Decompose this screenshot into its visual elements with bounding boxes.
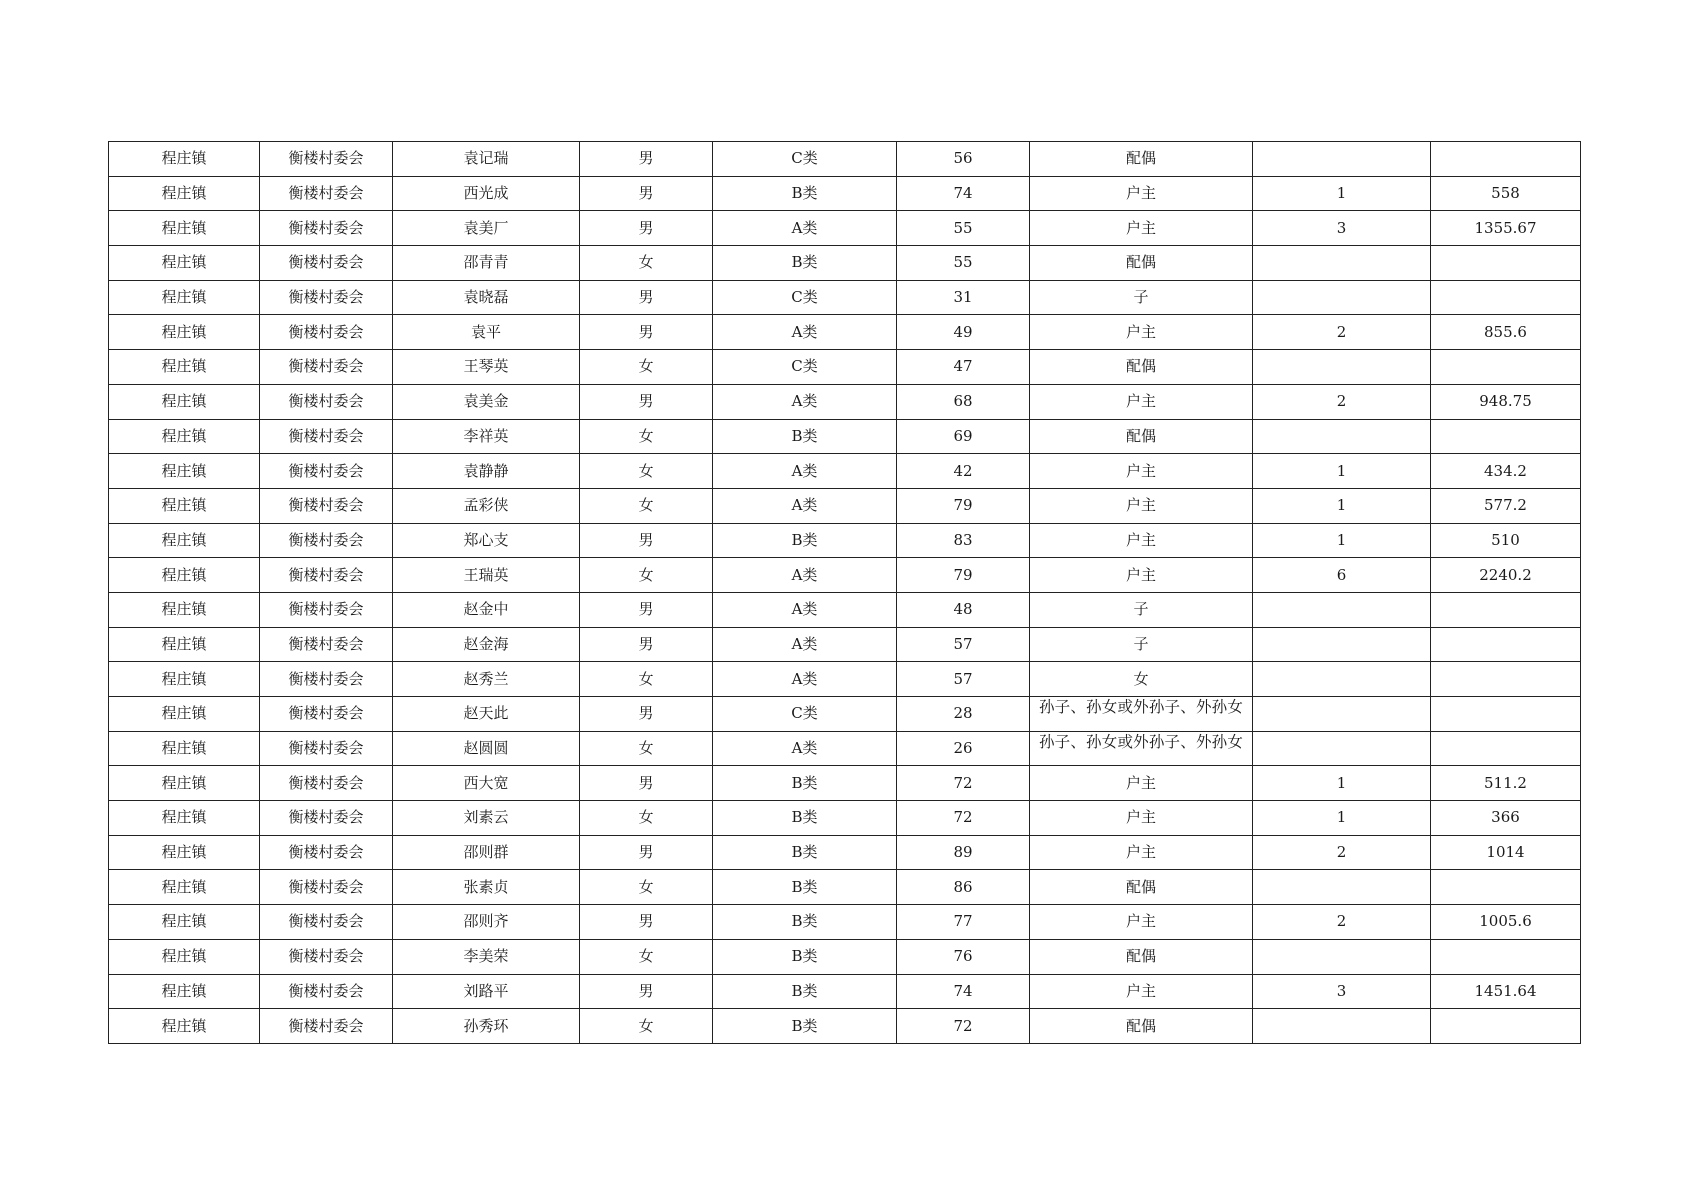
town-cell: 程庄镇 (109, 766, 260, 801)
amount-cell: 511.2 (1431, 766, 1581, 801)
age-cell: 47 (897, 350, 1030, 385)
table-row (109, 142, 1581, 177)
relation-cell: 配偶 (1030, 1009, 1253, 1044)
table-row (109, 488, 1581, 523)
table-row (109, 870, 1581, 905)
household-size-cell: 1 (1253, 488, 1431, 523)
relation-cell: 配偶 (1030, 142, 1253, 177)
category-cell: A类 (713, 315, 897, 350)
table-row (109, 384, 1581, 419)
gender-cell: 男 (580, 766, 713, 801)
category-cell: A类 (713, 384, 897, 419)
relation-cell: 配偶 (1030, 246, 1253, 281)
table-row (109, 697, 1581, 732)
name-cell: 袁美金 (393, 384, 580, 419)
table-row (109, 211, 1581, 246)
category-cell: B类 (713, 246, 897, 281)
amount-cell (1431, 662, 1581, 697)
age-cell: 26 (897, 731, 1030, 766)
amount-cell: 434.2 (1431, 454, 1581, 489)
gender-cell: 女 (580, 939, 713, 974)
relation-cell: 户主 (1030, 454, 1253, 489)
amount-cell (1431, 419, 1581, 454)
age-cell: 56 (897, 142, 1030, 177)
household-size-cell (1253, 592, 1431, 627)
household-size-cell (1253, 870, 1431, 905)
household-size-cell: 1 (1253, 454, 1431, 489)
household-size-cell (1253, 627, 1431, 662)
category-cell: C类 (713, 280, 897, 315)
gender-cell: 女 (580, 558, 713, 593)
table-row (109, 419, 1581, 454)
amount-cell (1431, 731, 1581, 766)
age-cell: 31 (897, 280, 1030, 315)
category-cell: A类 (713, 662, 897, 697)
household-size-cell (1253, 280, 1431, 315)
amount-cell: 366 (1431, 801, 1581, 836)
table-row (109, 835, 1581, 870)
table-row (109, 454, 1581, 489)
name-cell: 孙秀环 (393, 1009, 580, 1044)
gender-cell: 女 (580, 419, 713, 454)
town-cell: 程庄镇 (109, 523, 260, 558)
relation-cell: 户主 (1030, 974, 1253, 1009)
town-cell: 程庄镇 (109, 142, 260, 177)
town-cell: 程庄镇 (109, 246, 260, 281)
household-size-cell: 3 (1253, 974, 1431, 1009)
village-cell: 衡楼村委会 (260, 558, 393, 593)
category-cell: B类 (713, 939, 897, 974)
name-cell: 张素贞 (393, 870, 580, 905)
household-size-cell (1253, 662, 1431, 697)
town-cell: 程庄镇 (109, 454, 260, 489)
town-cell: 程庄镇 (109, 350, 260, 385)
age-cell: 55 (897, 211, 1030, 246)
village-cell: 衡楼村委会 (260, 627, 393, 662)
name-cell: 邵则群 (393, 835, 580, 870)
relation-text: 孙子、孙女或外孙子、外孙女 (1038, 698, 1244, 716)
category-cell: A类 (713, 488, 897, 523)
table-row (109, 662, 1581, 697)
gender-cell: 女 (580, 246, 713, 281)
category-cell: B类 (713, 870, 897, 905)
gender-cell: 男 (580, 176, 713, 211)
category-cell: A类 (713, 627, 897, 662)
town-cell: 程庄镇 (109, 211, 260, 246)
table-row (109, 523, 1581, 558)
household-size-cell: 1 (1253, 176, 1431, 211)
relation-cell: 户主 (1030, 211, 1253, 246)
table-row (109, 801, 1581, 836)
gender-cell: 男 (580, 384, 713, 419)
village-cell: 衡楼村委会 (260, 384, 393, 419)
category-cell: C类 (713, 142, 897, 177)
table-row (109, 731, 1581, 766)
category-cell: B类 (713, 419, 897, 454)
age-cell: 89 (897, 835, 1030, 870)
name-cell: 赵秀兰 (393, 662, 580, 697)
household-size-cell: 1 (1253, 801, 1431, 836)
relation-cell: 户主 (1030, 905, 1253, 940)
relation-cell: 配偶 (1030, 870, 1253, 905)
household-size-cell (1253, 731, 1431, 766)
village-cell: 衡楼村委会 (260, 592, 393, 627)
name-cell: 刘路平 (393, 974, 580, 1009)
age-cell: 49 (897, 315, 1030, 350)
village-cell: 衡楼村委会 (260, 176, 393, 211)
town-cell: 程庄镇 (109, 697, 260, 732)
table-row (109, 905, 1581, 940)
table-row (109, 246, 1581, 281)
name-cell: 赵金海 (393, 627, 580, 662)
table-row (109, 350, 1581, 385)
village-cell: 衡楼村委会 (260, 315, 393, 350)
name-cell: 赵金中 (393, 592, 580, 627)
amount-cell: 558 (1431, 176, 1581, 211)
table-row (109, 1009, 1581, 1044)
household-size-cell (1253, 419, 1431, 454)
category-cell: C类 (713, 697, 897, 732)
village-cell: 衡楼村委会 (260, 419, 393, 454)
amount-cell (1431, 1009, 1581, 1044)
category-cell: A类 (713, 592, 897, 627)
town-cell: 程庄镇 (109, 488, 260, 523)
household-size-cell (1253, 142, 1431, 177)
town-cell: 程庄镇 (109, 731, 260, 766)
town-cell: 程庄镇 (109, 384, 260, 419)
relation-cell (1030, 731, 1253, 766)
age-cell: 79 (897, 558, 1030, 593)
table-row (109, 280, 1581, 315)
age-cell: 28 (897, 697, 1030, 732)
category-cell: B类 (713, 1009, 897, 1044)
village-cell: 衡楼村委会 (260, 1009, 393, 1044)
amount-cell: 510 (1431, 523, 1581, 558)
village-cell: 衡楼村委会 (260, 280, 393, 315)
village-cell: 衡楼村委会 (260, 974, 393, 1009)
category-cell: B类 (713, 974, 897, 1009)
gender-cell: 女 (580, 801, 713, 836)
relation-cell: 户主 (1030, 315, 1253, 350)
gender-cell: 男 (580, 627, 713, 662)
category-cell: A类 (713, 211, 897, 246)
name-cell: 王琴英 (393, 350, 580, 385)
relation-cell: 配偶 (1030, 350, 1253, 385)
gender-cell: 女 (580, 731, 713, 766)
age-cell: 83 (897, 523, 1030, 558)
category-cell: C类 (713, 350, 897, 385)
category-cell: B类 (713, 176, 897, 211)
table-row (109, 176, 1581, 211)
category-cell: A类 (713, 454, 897, 489)
name-cell: 邵青青 (393, 246, 580, 281)
relation-cell: 女 (1030, 662, 1253, 697)
gender-cell: 男 (580, 974, 713, 1009)
name-cell: 郑心支 (393, 523, 580, 558)
age-cell: 42 (897, 454, 1030, 489)
town-cell: 程庄镇 (109, 315, 260, 350)
category-cell: A类 (713, 558, 897, 593)
gender-cell: 女 (580, 662, 713, 697)
town-cell: 程庄镇 (109, 592, 260, 627)
household-size-cell (1253, 1009, 1431, 1044)
amount-cell: 577.2 (1431, 488, 1581, 523)
gender-cell: 男 (580, 211, 713, 246)
age-cell: 79 (897, 488, 1030, 523)
household-size-cell: 2 (1253, 384, 1431, 419)
name-cell: 赵天此 (393, 697, 580, 732)
amount-cell (1431, 592, 1581, 627)
gender-cell: 女 (580, 454, 713, 489)
category-cell: A类 (713, 731, 897, 766)
amount-cell (1431, 350, 1581, 385)
relation-cell: 配偶 (1030, 939, 1253, 974)
records-table-body (109, 142, 1581, 1044)
household-size-cell: 2 (1253, 905, 1431, 940)
relation-cell: 子 (1030, 592, 1253, 627)
category-cell: B类 (713, 905, 897, 940)
town-cell: 程庄镇 (109, 662, 260, 697)
name-cell: 袁静静 (393, 454, 580, 489)
household-size-cell: 1 (1253, 766, 1431, 801)
household-size-cell: 2 (1253, 315, 1431, 350)
town-cell: 程庄镇 (109, 870, 260, 905)
relation-cell: 户主 (1030, 384, 1253, 419)
village-cell: 衡楼村委会 (260, 142, 393, 177)
amount-cell: 2240.2 (1431, 558, 1581, 593)
amount-cell: 948.75 (1431, 384, 1581, 419)
household-size-cell: 3 (1253, 211, 1431, 246)
name-cell: 李祥英 (393, 419, 580, 454)
gender-cell: 男 (580, 315, 713, 350)
table-row (109, 627, 1581, 662)
village-cell: 衡楼村委会 (260, 350, 393, 385)
age-cell: 74 (897, 176, 1030, 211)
amount-cell: 1355.67 (1431, 211, 1581, 246)
age-cell: 76 (897, 939, 1030, 974)
relation-text: 孙子、孙女或外孙子、外孙女 (1038, 732, 1244, 751)
gender-cell: 男 (580, 592, 713, 627)
name-cell: 袁平 (393, 315, 580, 350)
age-cell: 57 (897, 627, 1030, 662)
village-cell: 衡楼村委会 (260, 905, 393, 940)
relation-cell: 户主 (1030, 176, 1253, 211)
category-cell: B类 (713, 835, 897, 870)
village-cell: 衡楼村委会 (260, 766, 393, 801)
village-cell: 衡楼村委会 (260, 454, 393, 489)
age-cell: 57 (897, 662, 1030, 697)
amount-cell (1431, 870, 1581, 905)
town-cell: 程庄镇 (109, 835, 260, 870)
relation-cell: 户主 (1030, 488, 1253, 523)
village-cell: 衡楼村委会 (260, 246, 393, 281)
household-size-cell: 1 (1253, 523, 1431, 558)
household-size-cell (1253, 246, 1431, 281)
village-cell: 衡楼村委会 (260, 488, 393, 523)
name-cell: 邵则齐 (393, 905, 580, 940)
village-cell: 衡楼村委会 (260, 211, 393, 246)
amount-cell: 855.6 (1431, 315, 1581, 350)
gender-cell: 男 (580, 142, 713, 177)
relation-cell (1030, 697, 1253, 732)
amount-cell: 1005.6 (1431, 905, 1581, 940)
village-cell: 衡楼村委会 (260, 939, 393, 974)
age-cell: 68 (897, 384, 1030, 419)
village-cell: 衡楼村委会 (260, 523, 393, 558)
relation-cell: 户主 (1030, 801, 1253, 836)
gender-cell: 男 (580, 905, 713, 940)
table-row (109, 974, 1581, 1009)
name-cell: 西光成 (393, 176, 580, 211)
age-cell: 77 (897, 905, 1030, 940)
table-row (109, 315, 1581, 350)
gender-cell: 男 (580, 523, 713, 558)
amount-cell: 1451.64 (1431, 974, 1581, 1009)
village-cell: 衡楼村委会 (260, 662, 393, 697)
village-cell: 衡楼村委会 (260, 801, 393, 836)
gender-cell: 男 (580, 835, 713, 870)
gender-cell: 女 (580, 488, 713, 523)
gender-cell: 男 (580, 697, 713, 732)
town-cell: 程庄镇 (109, 939, 260, 974)
relation-cell: 配偶 (1030, 419, 1253, 454)
town-cell: 程庄镇 (109, 974, 260, 1009)
name-cell: 西大宽 (393, 766, 580, 801)
table-row (109, 766, 1581, 801)
amount-cell (1431, 939, 1581, 974)
age-cell: 72 (897, 1009, 1030, 1044)
town-cell: 程庄镇 (109, 280, 260, 315)
name-cell: 赵圆圆 (393, 731, 580, 766)
town-cell: 程庄镇 (109, 627, 260, 662)
relation-cell: 子 (1030, 627, 1253, 662)
relation-cell: 户主 (1030, 558, 1253, 593)
gender-cell: 女 (580, 870, 713, 905)
name-cell: 李美荣 (393, 939, 580, 974)
household-size-cell (1253, 939, 1431, 974)
village-cell: 衡楼村委会 (260, 697, 393, 732)
town-cell: 程庄镇 (109, 801, 260, 836)
amount-cell (1431, 246, 1581, 281)
table-row (109, 558, 1581, 593)
category-cell: B类 (713, 523, 897, 558)
age-cell: 69 (897, 419, 1030, 454)
amount-cell: 1014 (1431, 835, 1581, 870)
name-cell: 袁晓磊 (393, 280, 580, 315)
age-cell: 74 (897, 974, 1030, 1009)
age-cell: 72 (897, 766, 1030, 801)
household-size-cell: 2 (1253, 835, 1431, 870)
town-cell: 程庄镇 (109, 419, 260, 454)
category-cell: B类 (713, 766, 897, 801)
age-cell: 86 (897, 870, 1030, 905)
relation-cell: 子 (1030, 280, 1253, 315)
amount-cell (1431, 697, 1581, 732)
town-cell: 程庄镇 (109, 176, 260, 211)
table-row (109, 592, 1581, 627)
age-cell: 55 (897, 246, 1030, 281)
name-cell: 刘素云 (393, 801, 580, 836)
age-cell: 72 (897, 801, 1030, 836)
name-cell: 王瑞英 (393, 558, 580, 593)
name-cell: 孟彩侠 (393, 488, 580, 523)
amount-cell (1431, 142, 1581, 177)
household-size-cell (1253, 697, 1431, 732)
age-cell: 48 (897, 592, 1030, 627)
amount-cell (1431, 280, 1581, 315)
gender-cell: 男 (580, 280, 713, 315)
gender-cell: 女 (580, 350, 713, 385)
village-cell: 衡楼村委会 (260, 835, 393, 870)
records-table (108, 141, 1581, 1044)
table-row (109, 939, 1581, 974)
town-cell: 程庄镇 (109, 905, 260, 940)
relation-cell: 户主 (1030, 835, 1253, 870)
name-cell: 袁记瑞 (393, 142, 580, 177)
name-cell: 袁美厂 (393, 211, 580, 246)
category-cell: B类 (713, 801, 897, 836)
relation-cell: 户主 (1030, 523, 1253, 558)
village-cell: 衡楼村委会 (260, 731, 393, 766)
household-size-cell: 6 (1253, 558, 1431, 593)
town-cell: 程庄镇 (109, 558, 260, 593)
amount-cell (1431, 627, 1581, 662)
relation-cell: 户主 (1030, 766, 1253, 801)
household-size-cell (1253, 350, 1431, 385)
gender-cell: 女 (580, 1009, 713, 1044)
village-cell: 衡楼村委会 (260, 870, 393, 905)
town-cell: 程庄镇 (109, 1009, 260, 1044)
